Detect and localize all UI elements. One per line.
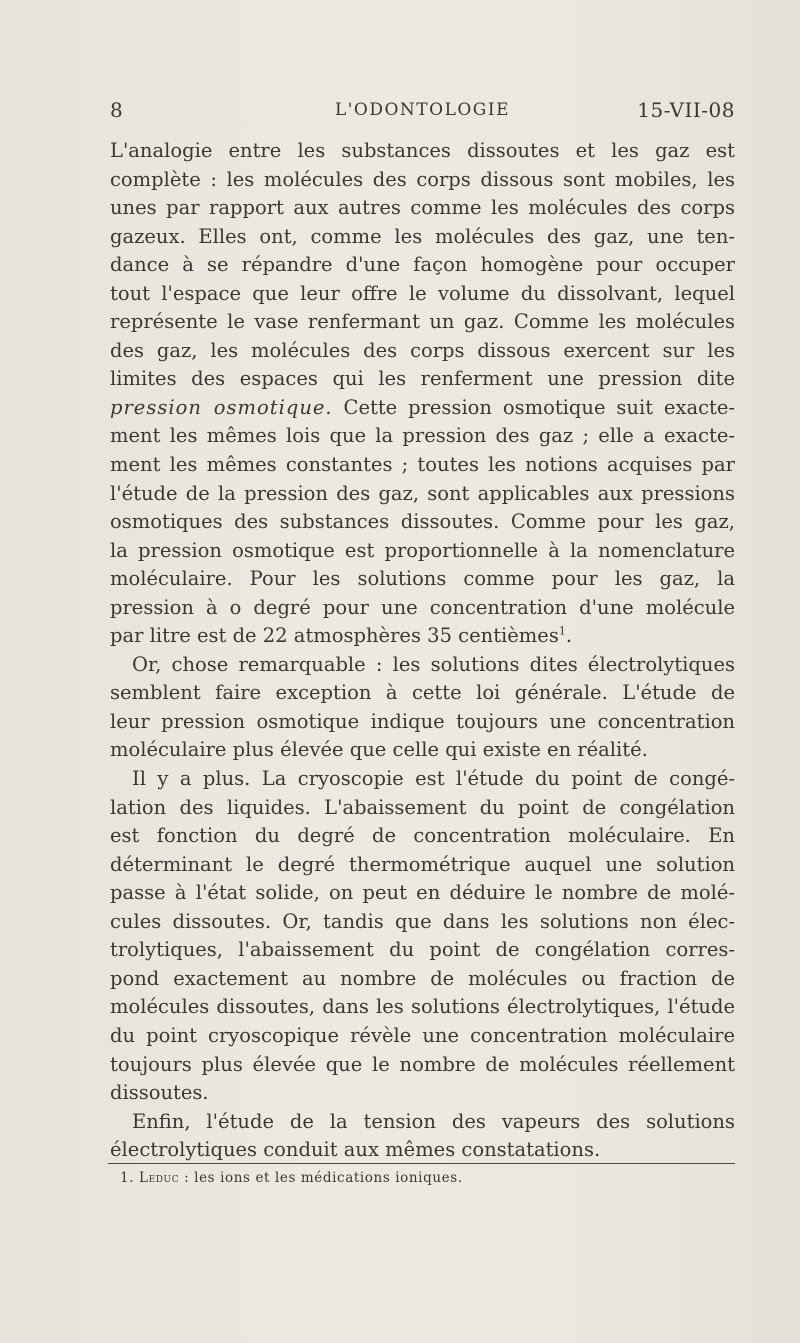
line-text: pond exactement au nombre de molécules ou fraction de <box>110 966 735 990</box>
issue-date: 15-VII-08 <box>637 98 735 122</box>
line-text: déterminant le degré thermométrique auquel une solution <box>110 852 735 876</box>
line-text: lation des liquides. L'abaissement du point de congélation <box>110 795 735 819</box>
text-line <box>110 879 735 908</box>
footnote-marker: 1. <box>120 1170 135 1186</box>
text-line <box>110 194 735 223</box>
text-line <box>110 622 735 651</box>
text-line <box>110 1022 735 1051</box>
line-text: est fonction du degré de concentration moléculaire. En <box>110 824 735 848</box>
line-text: molécules dissoutes, dans les solutions électrolytiques, l'étude <box>110 995 735 1019</box>
line-text: dance à se répandre d'une façon homogène pour occuper <box>110 253 735 277</box>
line-text: trolytiques, l'abaissement du point de congélation corres- <box>110 938 735 962</box>
line-text: ment les mêmes constantes ; toutes les notions acquises par <box>110 453 735 477</box>
text-line <box>110 337 735 366</box>
text-line <box>110 565 735 594</box>
text-line <box>110 394 735 423</box>
page-number: 8 <box>110 98 123 122</box>
line-text: Cette pression osmotique suit exacte- <box>332 395 735 419</box>
line-text: l'étude de la pression des gaz, sont applicables aux pressions <box>110 481 735 505</box>
line-text: unes par rapport aux autres comme les molécules des corps <box>110 196 735 220</box>
text-line <box>110 993 735 1022</box>
line-text: des gaz, les molécules des corps dissous exercent sur les <box>110 338 735 362</box>
text-line <box>110 223 735 252</box>
line-text: cules dissoutes. Or, tandis que dans les solutions non élec- <box>110 909 735 933</box>
line-text: pression à o degré pour une concentration d'une molécule <box>110 595 735 619</box>
line-text-end: . <box>565 624 573 648</box>
footnote-separator: : <box>179 1170 195 1186</box>
line-text: Il y a plus. La cryoscopie est l'étude du point de congé- <box>132 767 735 791</box>
text-line <box>110 965 735 994</box>
text-line <box>110 365 735 394</box>
line-text: moléculaire. Pour les solutions comme pour les gaz, la <box>110 567 735 591</box>
line-text: électrolytiques conduit aux mêmes constatations. <box>110 1138 601 1162</box>
text-line <box>110 166 735 195</box>
line-text: dissoutes. <box>110 1081 209 1105</box>
line-text: ment les mêmes lois que la pression des gaz ; elle a exacte- <box>110 424 735 448</box>
footnote-reference: 1 <box>558 624 566 638</box>
text-line <box>110 280 735 309</box>
line-text: par litre est de 22 atmosphères 35 centièmes <box>110 624 559 648</box>
line-text: gazeux. Elles ont, comme les molécules des gaz, une ten- <box>110 224 735 248</box>
line-text: complète : les molécules des corps dissous sont mobiles, les <box>110 167 735 191</box>
text-line <box>110 708 735 737</box>
text-line <box>110 308 735 337</box>
text-line <box>110 422 735 451</box>
text-line <box>110 651 735 680</box>
line-text: représente le vase renfermant un gaz. Comme les molécules <box>110 310 735 334</box>
line-text: limites des espaces qui les renferment une pression dite <box>110 367 735 391</box>
text-line <box>110 822 735 851</box>
line-text: du point cryoscopique révèle une concentration moléculaire <box>110 1023 735 1047</box>
running-header <box>110 96 735 126</box>
text-line <box>110 851 735 880</box>
text-line <box>110 1108 735 1137</box>
running-title: L'ODONTOLOGIE <box>334 100 511 120</box>
line-text: osmotiques des substances dissoutes. Comme pour les gaz, <box>110 510 735 534</box>
body-text <box>110 137 735 1165</box>
line-text: semblent faire exception à cette loi générale. L'étude de <box>110 681 735 705</box>
text-line <box>110 1079 735 1108</box>
text-line <box>110 537 735 566</box>
emphasis: pression osmotique. <box>110 395 333 419</box>
footnote <box>120 1170 720 1186</box>
line-text: Enfin, l'étude de la tension des vapeurs des solutions <box>132 1109 735 1133</box>
text-line <box>110 508 735 537</box>
line-text: tout l'espace que leur offre le volume du dissolvant, lequel <box>110 281 735 305</box>
text-line <box>110 908 735 937</box>
line-text: toujours plus élevée que le nombre de molécules réellement <box>110 1052 735 1076</box>
text-line <box>110 936 735 965</box>
text-line <box>110 1051 735 1080</box>
line-text: passe à l'état solide, on peut en déduire le nombre de molé- <box>110 881 735 905</box>
footnote-author: Leduc <box>139 1170 180 1186</box>
text-line <box>110 480 735 509</box>
line-text: moléculaire plus élevée que celle qui existe en réalité. <box>110 738 648 762</box>
text-line <box>110 1136 735 1165</box>
footnote-rule <box>108 1163 735 1164</box>
line-text: la pression osmotique est proportionnelle à la nomenclature <box>110 538 735 562</box>
text-line <box>110 451 735 480</box>
text-line <box>110 794 735 823</box>
footnote-text: les ions et les médications ioniques. <box>194 1170 463 1186</box>
text-line <box>110 765 735 794</box>
text-line <box>110 679 735 708</box>
line-text: leur pression osmotique indique toujours une concentration <box>110 709 735 733</box>
line-text: L'analogie entre les substances dissoutes et les gaz est <box>110 139 735 162</box>
text-line <box>110 137 735 166</box>
text-line <box>110 594 735 623</box>
text-line <box>110 736 735 765</box>
line-text: Or, chose remarquable : les solutions dites électrolytiques <box>132 652 735 676</box>
text-line <box>110 251 735 280</box>
